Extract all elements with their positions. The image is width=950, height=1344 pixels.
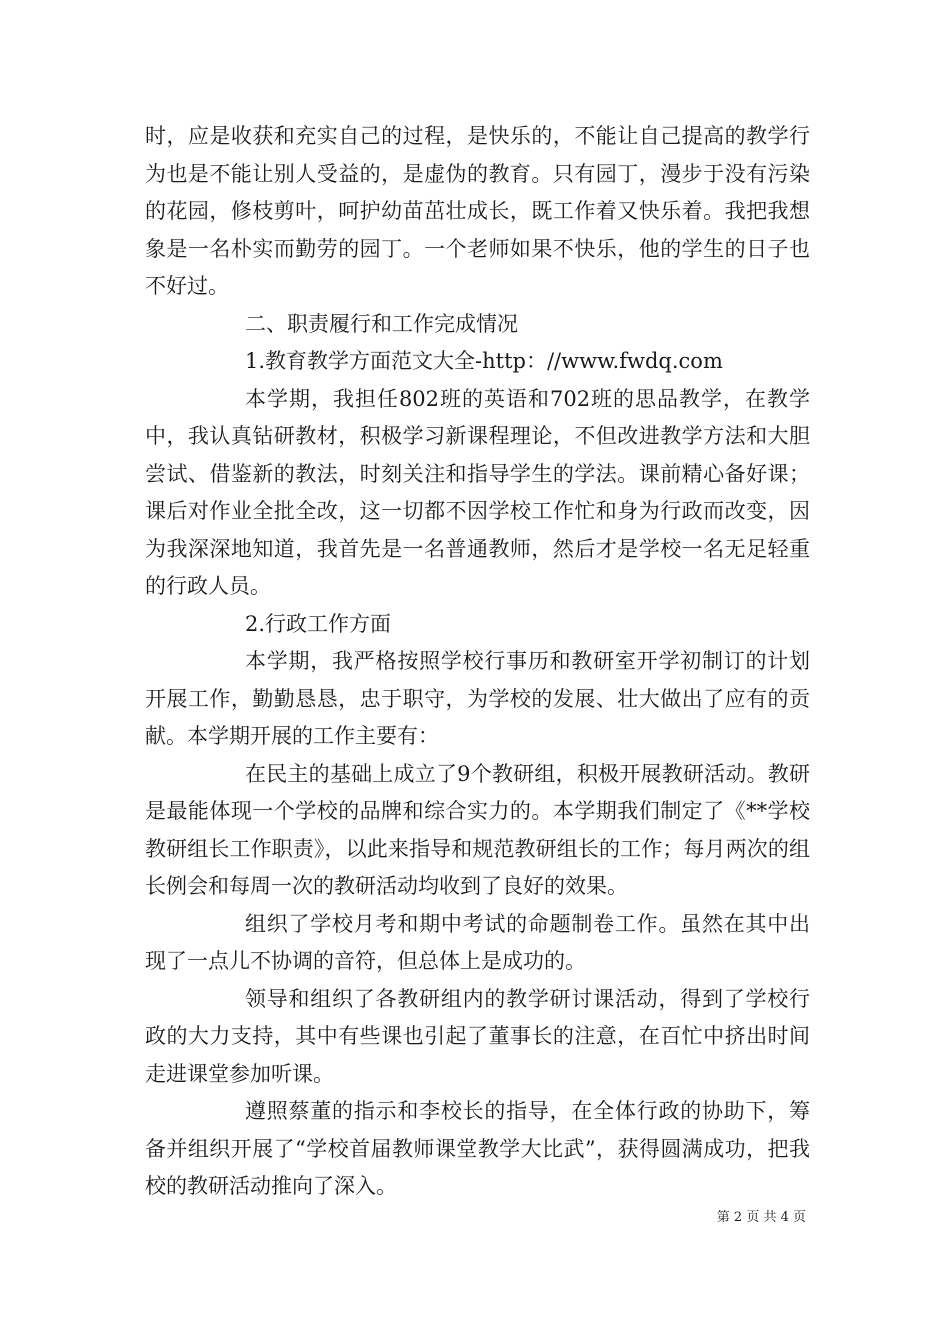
page-number-footer: 第 2 页 共 4 页 [716,1210,806,1225]
paragraph-teaching-contest: 遵照蔡董的指示和李校长的指导，在全体行政的协助下，筹备并组织开展了“学校首届教师课堂教学大比武”，获得圆满成功，把我校的教研活动推向了深入。 [145,1099,810,1198]
paragraph-teaching: 本学期，我担任802班的英语和702班的思品教学，在教学中，我认真钻研教材，积极学习新课程理论，不但改进教学方法和大胆尝试、借鉴新的教法，时刻关注和指导学生的学法。课前精心备好课；课后对作业全批全改，这一切都不因学校工作忙和身为行政而改变，因为我深深地知道，我首先是一名普通教师，然后才是学校一名无足轻重的行政人员。 [145,386,810,598]
paragraph-administration-intro: 本学期，我严格按照学校行事历和教研室开学初制订的计划开展工作，勤勤恳恳，忠于职守，为学校的发展、壮大做出了应有的贡献。本学期开展的工作主要有： [145,649,810,748]
paragraph-demo-lessons: 领导和组织了各教研组内的教学研讨课活动，得到了学校行政的大力支持，其中有些课也引起了董事长的注意，在百忙中挤出时间走进课堂参加听课。 [145,986,810,1086]
paragraph-exams: 组织了学校月考和期中考试的命题制卷工作。虽然在其中出现了一点儿不协调的音符，但总体上是成功的。 [145,911,810,973]
paragraph-continuation: 时，应是收获和充实自己的过程，是快乐的，不能让自己提高的教学行为也是不能让别人受益的，是虚伪的教育。只有园丁，漫步于没有污染的花园，修枝剪叶，呵护幼苗茁壮成长，既工作着又快乐着。我把我想象是一名朴实而勤劳的园丁。一个老师如果不快乐，他的学生的日子也不好过。 [145,124,810,298]
subheading-administration: 2.行政工作方面 [245,611,392,636]
section-heading-duties: 二、职责履行和工作完成情况 [245,311,518,336]
subheading-teaching: 1.教育教学方面范文大全-http：//www.fwdq.com [245,349,723,373]
paragraph-research-groups: 在民主的基础上成立了9个教研组，积极开展教研活动。教研是最能体现一个学校的品牌和综合实力的。本学期我们制定了《**学校教研组长工作职责》，以此来指导和规范教研组长的工作；每月两次的组长例会和每周一次的教研活动均收到了良好的效果。 [145,761,810,898]
document-body [145,118,810,1206]
